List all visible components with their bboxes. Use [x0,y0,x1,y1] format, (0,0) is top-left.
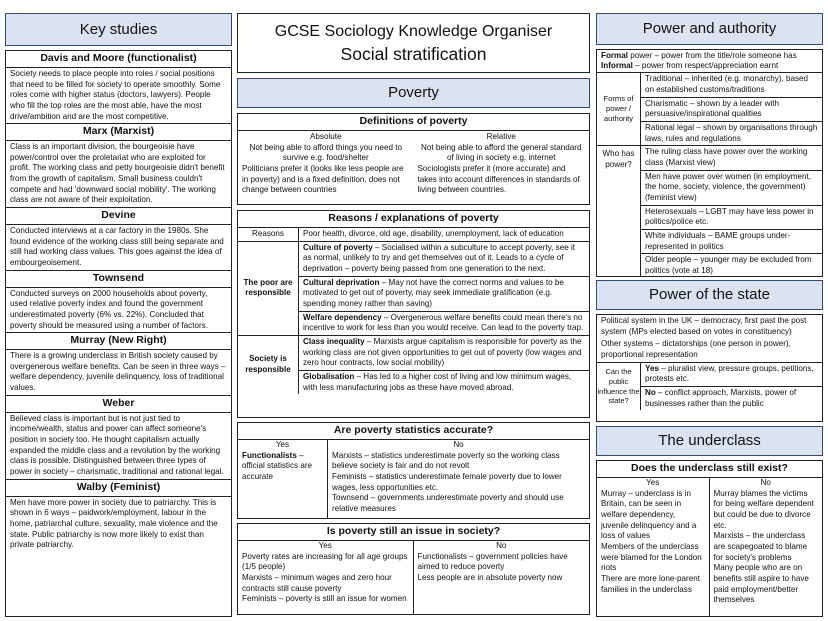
underclass-title: Does the underclass still exist? [597,461,822,478]
study-name: Weber [6,395,231,413]
study-name: Devine [6,207,231,225]
state-text2: Other systems – dictatorships (one person in power), proportional representation [601,339,791,360]
reasons-title: Reasons / explanations of poverty [328,212,499,224]
study-name: Marx (Marxist) [6,123,231,141]
state-text1: Political system in the UK – democracy, first past the post system (MPs elected based on votes in constituency) [601,316,807,336]
study-text: Men have more power in society due to patriarchy. This is shown in 6 ways – paidwork/employment, labour in the home, patriarchal culture, sexuality, male violence and the state. Public patriarchy is now more likely to exist than private patriarchy. [10,497,218,550]
underclass-no-3: Many people who are on benefits still aspire to have paid employment/better themselves [713,563,809,605]
stats-yes-text: Functionalists – official statistics are accurate [242,450,313,481]
who-item: White individuals – BAME groups under-represented in politics [641,229,822,253]
study-text: Society needs to place people into roles / social positions that need to be filled for society to operate smoothly. Some roles come with higher status (doctors, lawyers). People who fill the top roles are the most able, have the most drive/ambition and are the most competitive. [10,68,221,121]
who-label: Who has power? [597,146,641,277]
study-name: Murray (New Right) [6,332,231,350]
stats-no-label: No [453,439,464,449]
power-header: Power and authority [596,13,823,45]
statistics-title: Are poverty statistics accurate? [238,423,589,440]
issue-yes-1: Poverty rates are increasing for all age groups (1/5 people) [242,551,408,572]
key-studies-panel [5,50,232,617]
study-name: Walby (Feminist) [6,479,231,497]
who-item: Heterosexuals – LGBT may have less power in politics/police etc. [641,205,822,229]
forms-item: Traditional – inherited (e.g. monarchy), based on established customs/traditions [645,74,809,94]
statistics-box [237,422,590,519]
issue-title: Is poverty still an issue in society? [238,524,589,541]
culture-of-poverty: Culture of poverty – Socialised within a subculture to accept poverty, see it as normal, unlikely to try and get themselves out of it. Leads to a cycle of deprivation – poverty being passed from one generation to the next. [303,242,576,273]
power-box [596,49,823,277]
issue-box [237,523,590,615]
absolute-label: Absolute [310,131,342,141]
study-text: Conducted surveys on 2000 households about poverty, used relative poverty index and found the government underestimated poverty (6% vs. 22%). Concluded that poverty should be measured using a number of factors. [10,288,208,330]
stats-yes-label: Yes [275,439,290,449]
issue-no-label: No [496,540,507,550]
absolute-text2: Politicians prefer it (looks like less people are in poverty) and is a fixed definition, does not change between countries [242,163,404,195]
who-item: Older people – younger may be excluded from politics (vote at 18) [641,253,822,277]
globalisation: Globalisation – Has led to a higher cost of living and low minimum wages, with less manufacturing jobs as these have moved abroad. [299,370,589,394]
society-responsible-label: Society is responsible [238,336,299,394]
forms-label: Forms of power / authority [597,73,641,145]
relative-text2: Sociologists prefer it (more accurate) and takes into account differences in standards of living between countries. [417,163,580,195]
study-name: Davis and Moore (functionalist) [6,51,231,68]
influence-yes: Yes – pluralist view, pressure groups, petitions, protests etc. [645,363,814,384]
formal-power: Formal power – power from the title/role someone has Informal – power from respect/appreciation earnt [601,51,797,71]
relative-label: Relative [486,131,516,141]
underclass-yes-3: There are more lone-parent families in the underclass [601,573,700,594]
study-text: Believed class is important but is not just tied to income/wealth, status and power can affect someone's position in society too. He thought capitalism actually expanded the middle class and a revolution by the working class is possible. Distinguished between three types of power in society – charismatic, traditional and rational legal. [10,413,224,476]
study-text: There is a growing underclass in British society caused by overgenerous welfare benefits. Can be seen in three ways – welfare dependency, juvenile delinquency, loss of traditional values. [10,351,226,393]
cultural-deprivation: Cultural deprivation – May not have the correct norms and values to be motivated to get out of poverty, may seek immediate gratification (e.g. spending money rather than saving) [299,276,589,311]
who-item: The ruling class have power over the working class (Marxist view) [645,147,808,167]
title-line1: GCSE Sociology Knowledge Organiser [274,23,553,40]
key-studies-header: Key studies [5,13,232,46]
poverty-header: Poverty [237,78,590,108]
underclass-no-label: No [760,477,771,487]
influence-label: Can the public influence the state? [597,363,641,411]
poor-responsible-label: The poor are responsible [238,242,299,335]
underclass-box [596,460,823,617]
forms-item: Charismatic – shown by a leader with persuasive/inspirational qualities [641,97,822,121]
underclass-no-1: Murray blames the victims for being welfare dependent but could be due to divorce etc. [713,488,814,530]
definitions-title: Definitions of poverty [238,114,589,131]
absolute-text: Not being able to afford things you need to survive e.g. food/shelter [249,142,402,163]
relative-text: Not being able to afford the general standard of living in society e.g. internet [421,142,582,163]
welfare-dependency: Welfare dependency – Overgenerous welfare benefits could mean there's no incentive to work for less than you would receive. Can lead to the poverty trap. [299,311,589,335]
title-box [237,13,590,73]
forms-item: Rational legal – shown by organisations through laws, rules and regulations [641,121,822,145]
definitions-box [237,113,590,205]
issue-no-2: Less people are in absolute poverty now [417,572,563,582]
underclass-yes-2: Members of the underclass were blamed for the London riots [601,541,702,573]
issue-yes-2: Marxists – minimum wages and zero hour contracts still cause poverty [242,572,392,593]
issue-no-1: Functionalists – government policies have aimed to reduce poverty [417,551,568,572]
state-header: Power of the state [596,280,823,310]
state-box [596,314,823,422]
who-item: Men have power over women (in employment, the home, society, violence, the government) (feminist view) [641,170,822,205]
study-name: Townsend [6,270,231,288]
stats-no-3: Townsend – governments underestimate poverty and should use relative measures [332,493,564,513]
reasons-box [237,210,590,418]
stats-no-2: Feminists – statistics underestimate female poverty due to lower wages, less opportunities etc. [332,471,562,492]
issue-yes-3: Feminists – poverty is still an issue for women [242,594,407,604]
influence-no: No – conflict approach, Marxists, power of businesses rather than the public [641,386,822,410]
title-line2: Social stratification [340,44,487,65]
class-inequality: Class inequality – Marxists argue capitalism is responsible for poverty as the working class are not given opportunities to get out of poverty (low wages and zero hour contracts, low social mobility) [303,336,582,368]
issue-yes-label: Yes [318,540,332,550]
study-text: Class is an important division, the bourgeoisie have power/control over the proletariat who are exploited for profit. The working class and petty bourgeoisie didn't benefit from the growth of capitalism. Small business couldn't compete and had 'downward social mobility'. The working class are not aware of their exploitation. [10,142,225,205]
stats-no-1: Marxists – statistics underestimate poverty so the working class believe society is fair and do not revolt [332,450,560,471]
underclass-yes-label: Yes [646,477,660,487]
underclass-yes-1: Murray – underclass is in Britain, can be seen in welfare dependency, juvenile delinquency and a loss of values [601,488,697,541]
underclass-header: The underclass [596,426,823,456]
reasons-text: Poor health, divorce, old age, disability, unemployment, lack of education [303,228,564,238]
reasons-label: Reasons [238,228,299,241]
underclass-no-2: Marxists – the underclass are scapegoated to blame for society's problems [713,531,808,562]
study-text: Conducted interviews at a car factory in the 1980s. She found evidence of the working class still being separate and still had working class values. This goes against the idea of embourgeoisement. [10,225,224,267]
